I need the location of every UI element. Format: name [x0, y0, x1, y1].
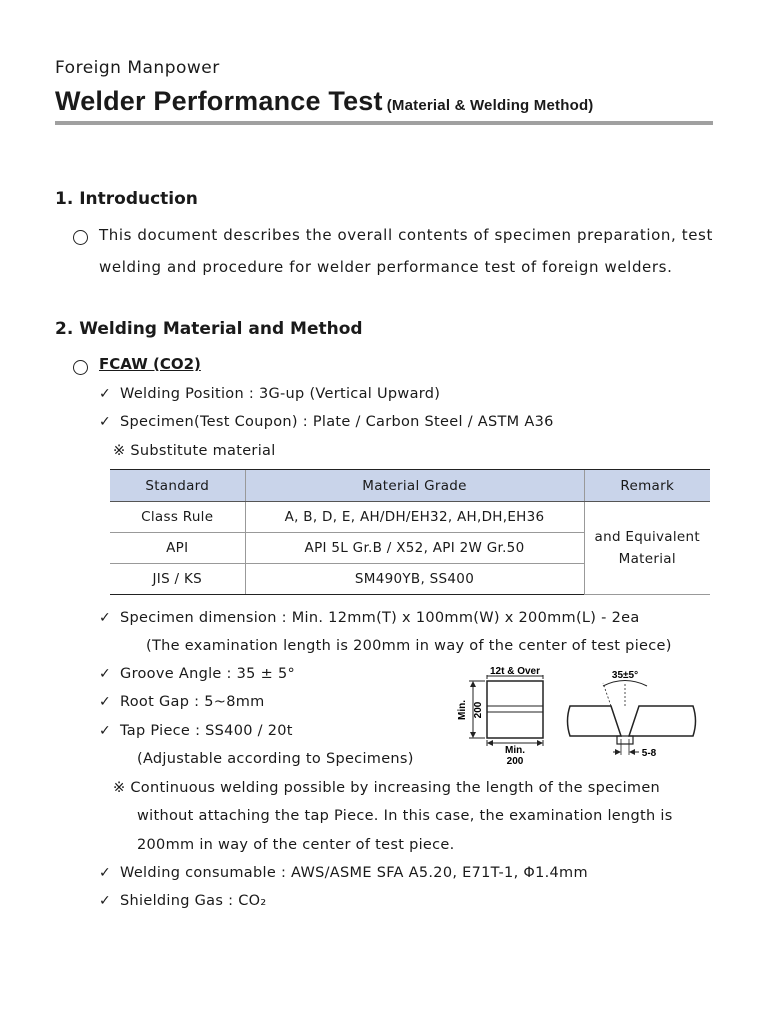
check-icon: ✓: [99, 694, 112, 710]
list-item-position: ✓ Welding Position : 3G-up (Vertical Upward): [99, 386, 441, 402]
document-kicker: Foreign Manpower: [55, 58, 220, 78]
table-header: Standard: [110, 470, 245, 502]
groove-cross-section: [568, 681, 696, 756]
intro-bullet-icon: [73, 229, 88, 248]
dimension-note: (The examination length is 200mm in way of the center of test piece): [146, 638, 672, 654]
title-rule: [55, 121, 713, 125]
title-main: Welder Performance Test: [55, 86, 383, 116]
continuous-note-line-3: 200mm in way of the center of test piece.: [137, 837, 455, 853]
continuous-note-line-1: ※ Continuous welding possible by increasing the length of the specimen: [113, 780, 661, 796]
table-header-row: [110, 470, 710, 502]
title-subtitle: (Material & Welding Method): [386, 97, 594, 114]
substitute-note: ※ Substitute material: [113, 443, 276, 459]
check-icon: ✓: [99, 723, 112, 739]
list-item-groove-angle: ✓ Groove Angle : 35 ± 5°: [99, 666, 296, 682]
table-row: [110, 502, 710, 533]
plate-width-label: 12t & Over: [489, 666, 541, 677]
plate-length-min-label: Min.: [457, 700, 468, 720]
table-cell: SM490YB, SS400: [245, 564, 584, 595]
material-table: [110, 469, 710, 595]
table-cell: JIS / KS: [110, 564, 245, 595]
table-cell: API 5L Gr.B / X52, API 2W Gr.50: [245, 533, 584, 564]
groove-angle-label: 35±5°: [611, 670, 639, 681]
intro-line-2: welding and procedure for welder performance test of foreign welders.: [99, 258, 673, 276]
plate-width-min-label: Min.: [505, 745, 525, 756]
intro-heading: 1. Introduction: [55, 189, 198, 209]
table-header: Material Grade: [245, 470, 584, 502]
list-item-dimension: ✓ Specimen dimension : Min. 12mm(T) x 100mm(W) x 200mm(L) - 2ea: [99, 610, 640, 626]
list-item-tap-piece: ✓ Tap Piece : SS400 / 20t: [99, 723, 293, 739]
check-icon: ✓: [99, 610, 112, 626]
check-icon: ✓: [99, 666, 112, 682]
plate-length-value-label: 200: [473, 701, 484, 719]
table-cell: API: [110, 533, 245, 564]
method-title: FCAW (CO2): [99, 355, 201, 373]
tap-note: (Adjustable according to Specimens): [137, 751, 414, 767]
list-item-shielding: ✓ Shielding Gas : CO₂: [99, 893, 267, 909]
table-cell: A, B, D, E, AH/DH/EH32, AH,DH,EH36: [245, 502, 584, 533]
check-icon: ✓: [99, 893, 112, 909]
check-icon: ✓: [99, 865, 112, 881]
table-cell: Class Rule: [110, 502, 245, 533]
list-item-consumable: ✓ Welding consumable : AWS/ASME SFA A5.20, E71T-1, Φ1.4mm: [99, 865, 588, 881]
gap-arrow-right-icon: [629, 749, 635, 755]
section2-heading: 2. Welding Material and Method: [55, 319, 363, 339]
check-icon: ✓: [99, 386, 112, 402]
specimen-diagram: [453, 663, 703, 773]
method-bullet-icon: [73, 359, 88, 378]
continuous-note-line-2: without attaching the tap Piece. In this case, the examination length is: [137, 808, 673, 824]
root-gap-label: 5-8: [641, 748, 657, 759]
plate-width-value-label: 200: [506, 756, 524, 767]
list-item-specimen: ✓ Specimen(Test Coupon) : Plate / Carbon Steel / ASTM A36: [99, 414, 554, 430]
gap-arrow-left-icon: [615, 749, 621, 755]
table-remark-cell: and Equivalent Material: [584, 502, 710, 595]
document-title: [55, 86, 594, 117]
table-header: Remark: [584, 470, 710, 502]
list-item-root-gap: ✓ Root Gap : 5~8mm: [99, 694, 265, 710]
check-icon: ✓: [99, 414, 112, 430]
intro-line-1: This document describes the overall contents of specimen preparation, test: [99, 226, 713, 244]
